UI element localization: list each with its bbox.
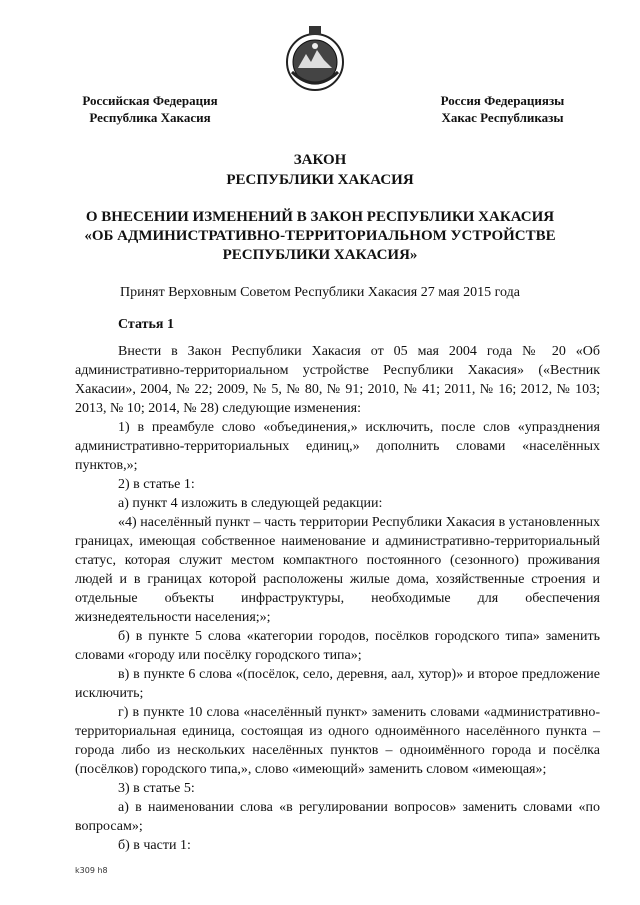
law-title xyxy=(0,150,640,190)
article-heading: Статья 1 xyxy=(118,317,174,332)
paragraph: г) в пункте 10 слова «населённый пункт» заменить словами «административно-территориальная единица, состоящая из одного одноимённого населённого пункта – города либо из нескольких населённых пунктов – одноимённого города и посёлка (посёлков) городского типа,», слово «имеющий» заменить словом «имеющая»; xyxy=(75,705,600,777)
header-left xyxy=(80,92,220,126)
law-subject-line2: «ОБ АДМИНИСТРАТИВНО-ТЕРРИТОРИАЛЬНОМ УСТРОЙСТВЕ xyxy=(84,228,556,244)
paragraph: «4) населённый пункт – часть территории Республики Хакасия в установленных границах, имеющая собственное наименование и административно-территориальный статус, которая служит местом компактного постоянного (сезонного) проживания людей и в границах которой расположены жилые дома, хозяйственные строения и отдельные объекты инфраструктуры, необходимые для обеспечения жизнедеятельности населения;»; xyxy=(75,515,600,625)
header-right-line2: Хакас Республиказы xyxy=(441,110,564,125)
footer-code: k309 h8 xyxy=(75,866,108,875)
paragraph: в) в пункте 6 слова «(посёлок, село, деревня, аал, хутор)» и второе предложение исключить; xyxy=(75,667,600,701)
paragraph: б) в пункте 5 слова «категории городов, посёлков городского типа» заменить словами «городу или посёлку городского типа»; xyxy=(75,629,600,663)
header-left-line1: Российская Федерация xyxy=(82,93,218,108)
article-body xyxy=(75,342,600,855)
law-subject-line1: О ВНЕСЕНИИ ИЗМЕНЕНИЙ В ЗАКОН РЕСПУБЛИКИ ХАКАСИЯ xyxy=(85,209,555,225)
paragraph: 3) в статье 5: xyxy=(118,781,195,796)
law-subject xyxy=(60,208,580,265)
header-right-line1: Россия Федерациязы xyxy=(440,93,565,108)
paragraph: 1) в преамбуле слово «объединения,» исключить, после слов «упразднения административно-территориальных единиц,» дополнить словами «населённых пунктов,»; xyxy=(75,420,600,473)
paragraph: б) в части 1: xyxy=(118,838,191,853)
paragraph: а) в наименовании слова «в регулировании вопросов» заменить словами «по вопросам»; xyxy=(75,800,600,834)
law-subject-line3: РЕСПУБЛИКИ ХАКАСИЯ» xyxy=(222,247,418,263)
paragraph: 2) в статье 1: xyxy=(118,477,195,492)
law-title-line1: ЗАКОН xyxy=(293,152,347,168)
header-left-line2: Республика Хакасия xyxy=(89,110,211,125)
adoption-statement: Принят Верховным Советом Республики Хакасия 27 мая 2015 года xyxy=(120,285,520,300)
law-title-line2: РЕСПУБЛИКИ ХАКАСИЯ xyxy=(226,172,414,188)
coat-of-arms-emblem xyxy=(280,24,350,94)
header-right xyxy=(435,92,570,126)
paragraph: а) пункт 4 изложить в следующей редакции: xyxy=(118,496,383,511)
paragraph: Внести в Закон Республики Хакасия от 05 мая 2004 года № 20 «Об административно-территориальном устройстве Республики Хакасия» («Вестник Хакасии», 2004, № 22; 2009, № 5, № 80, № 91; 2010, № 41; 2011, № 16; 2012, № 103; 2013, № 10; 2014, № 28) следующие изменения: xyxy=(75,344,600,416)
